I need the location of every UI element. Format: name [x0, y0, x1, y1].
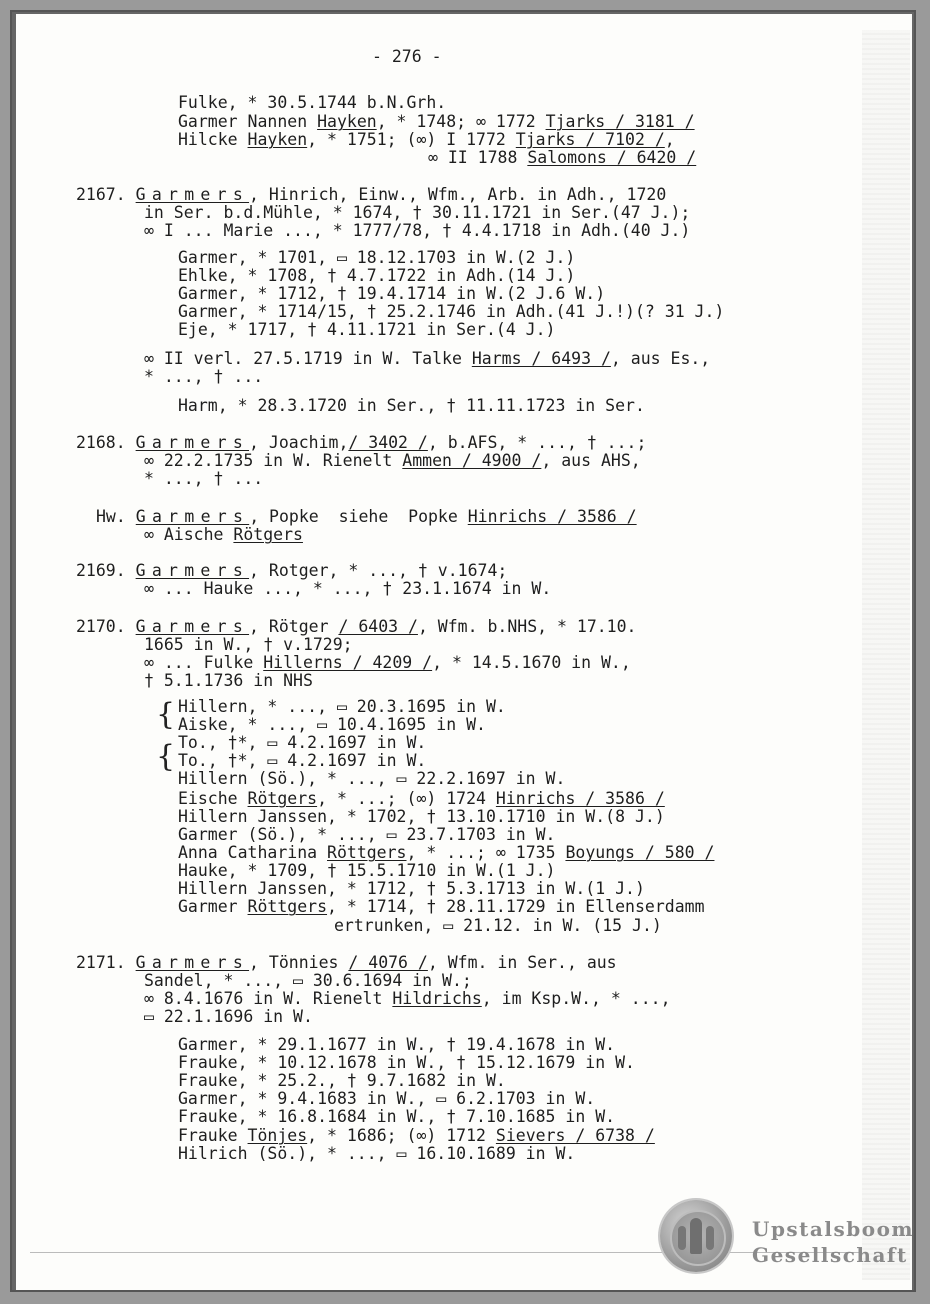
text-line [144, 990, 671, 1008]
underlined-name: Röttgers [327, 843, 407, 862]
text-segment: ∞ II 1788 [428, 148, 528, 167]
text-segment: , Popke siehe Popke [249, 507, 468, 526]
text-segment: 2169. [76, 561, 136, 580]
text-segment: Hilcke [178, 130, 248, 149]
text-segment: , * 1748; ∞ 1772 [376, 112, 546, 131]
society-name-line1: Upstalsboom [752, 1217, 915, 1241]
text-line [76, 186, 666, 204]
text-segment: Hillern (Sö.), * ..., ▭ 22.2.1697 in W. [178, 769, 566, 788]
text-segment: Hillern, * ..., ▭ 20.3.1695 in W. [178, 697, 506, 716]
text-line [178, 808, 665, 826]
underlined-name: / 4076 / [348, 953, 428, 972]
text-line [178, 698, 506, 716]
text-line [178, 862, 556, 880]
society-seal-icon [660, 1200, 732, 1272]
text-segment: ∞ 8.4.1676 in W. Rienelt [144, 989, 393, 1008]
text-segment: , * ...; ∞ 1735 [406, 843, 566, 862]
text-line [144, 350, 710, 368]
text-segment: 2171. [76, 953, 136, 972]
text-line [428, 149, 696, 167]
text-line [96, 508, 637, 526]
page-bottom-rule [30, 1252, 860, 1253]
underlined-name: Harms / 6493 / [471, 349, 611, 368]
society-name [752, 1216, 914, 1268]
text-segment: Harm, * 28.3.1720 in Ser., † 11.11.1723 in Ser. [178, 396, 645, 415]
underlined-name: Garmers [135, 433, 250, 452]
text-segment: Frauke [178, 1126, 248, 1145]
text-segment: Garmer, * 1714/15, † 25.2.1746 in Adh.(41 J.!)(? 31 J.) [178, 302, 725, 321]
text-segment: Garmer (Sö.), * ..., ▭ 23.7.1703 in W. [178, 825, 556, 844]
text-line [178, 1090, 595, 1108]
text-segment: ertrunken, ▭ 21.12. in W. (15 J.) [334, 916, 662, 935]
text-line [178, 734, 426, 752]
underlined-name: Tjarks / 7102 / [515, 130, 665, 149]
text-segment: , aus AHS, [541, 451, 641, 470]
underlined-name: / 3402 / [348, 433, 428, 452]
text-segment: Garmer, * 29.1.1677 in W., † 19.4.1678 in W. [178, 1035, 616, 1054]
underlined-name: Tjarks / 3181 / [545, 112, 695, 131]
text-line [178, 1145, 575, 1163]
text-segment: Eische [178, 789, 248, 808]
text-segment: 2170. [76, 617, 136, 636]
text-segment: , Rotger, * ..., † v.1674; [249, 561, 508, 580]
text-segment: , Hinrich, Einw., Wfm., Arb. in Adh., 1720 [249, 185, 667, 204]
underlined-name: Tönjes [247, 1126, 308, 1145]
text-line [178, 94, 446, 112]
text-line [144, 972, 472, 990]
underlined-name: Sievers / 6738 / [495, 1126, 655, 1145]
underlined-name: Rötgers [247, 789, 318, 808]
text-line [178, 1108, 615, 1126]
text-segment: Garmer [178, 897, 248, 916]
text-line [178, 790, 665, 808]
text-segment: , im Ksp.W., * ..., [481, 989, 671, 1008]
text-line [144, 654, 631, 672]
text-line [144, 636, 353, 654]
text-line [178, 321, 556, 339]
underlined-name: Hayken [247, 130, 308, 149]
underlined-name: Ammen / 4900 / [402, 451, 542, 470]
text-line [178, 1072, 506, 1090]
text-segment: , aus Es., [610, 349, 711, 368]
text-line [178, 113, 695, 131]
text-segment: , [664, 130, 675, 149]
text-segment: Hillern Janssen, * 1702, † 13.10.1710 in W.(8 J.) [178, 807, 665, 826]
text-line [178, 716, 486, 734]
text-line [178, 397, 645, 415]
underlined-name: Hillerns / 4209 / [263, 653, 433, 672]
text-line [178, 752, 426, 770]
text-segment: Frauke, * 16.8.1684 in W., † 7.10.1685 in W. [178, 1107, 616, 1126]
text-segment: ∞ 22.2.1735 in W. Rienelt [144, 451, 403, 470]
text-line [76, 562, 507, 580]
text-segment: ▭ 22.1.1696 in W. [144, 1007, 313, 1026]
text-segment: Garmer Nannen [178, 112, 318, 131]
text-line [144, 368, 263, 386]
text-segment: 2168. [76, 433, 136, 452]
text-line [144, 672, 313, 690]
text-segment: Ehlke, * 1708, † 4.7.1722 in Adh.(14 J.) [178, 266, 576, 285]
text-segment: ∞ ... Fulke [144, 653, 264, 672]
underlined-name: Boyungs / 580 / [565, 843, 715, 862]
text-segment: , * 1686; (∞) 1712 [307, 1126, 496, 1145]
underlined-name: Hinrichs / 3586 / [495, 789, 665, 808]
text-line [144, 204, 690, 222]
text-line [334, 917, 662, 935]
text-line [178, 770, 565, 788]
text-line [144, 1008, 313, 1026]
text-line [178, 1127, 655, 1145]
text-line [178, 267, 575, 285]
text-segment: , * 1751; (∞) I 1772 [307, 130, 516, 149]
text-segment: Garmer, * 9.4.1683 in W., ▭ 6.2.1703 in W. [178, 1089, 596, 1108]
text-line [144, 470, 263, 488]
text-line [144, 222, 690, 240]
text-line [178, 1054, 635, 1072]
underlined-name: Hildrichs [392, 989, 482, 1008]
text-segment: Aiske, * ..., ▭ 10.4.1695 in W. [178, 715, 486, 734]
bracket-twins-1: { [156, 697, 176, 732]
underlined-name: Hayken [317, 112, 377, 131]
text-line [178, 898, 705, 916]
underlined-name: Garmers [135, 617, 250, 636]
underlined-name: Garmers [135, 507, 250, 526]
text-segment: , Wfm. b.NHS, * 17.10. [417, 617, 637, 636]
text-segment: Garmer, * 1701, ▭ 18.12.1703 in W.(2 J.) [178, 248, 576, 267]
text-segment: , b.AFS, * ..., † ...; [427, 433, 647, 452]
text-segment: ∞ Aische [144, 525, 234, 544]
page-edge-shadow [862, 30, 910, 1280]
text-line [178, 249, 575, 267]
text-line [76, 434, 646, 452]
text-segment: † 5.1.1736 in NHS [144, 671, 313, 690]
text-segment: ∞ II verl. 27.5.1719 in W. Talke [144, 349, 472, 368]
underlined-name: Röttgers [247, 897, 328, 916]
text-line [178, 131, 675, 149]
text-line [178, 285, 605, 303]
text-segment: Hilrich (Sö.), * ..., ▭ 16.10.1689 in W. [178, 1144, 576, 1163]
text-segment: , * ...; (∞) 1724 [317, 789, 496, 808]
bracket-twins-2: { [156, 739, 176, 774]
text-segment: in Ser. b.d.Mühle, * 1674, † 30.11.1721 in Ser.(47 J.); [144, 203, 691, 222]
text-segment: ∞ I ... Marie ..., * 1777/78, † 4.4.1718 in Adh.(40 J.) [144, 221, 691, 240]
text-line [178, 1036, 615, 1054]
text-segment: Hillern Janssen, * 1712, † 5.3.1713 in W.(1 J.) [178, 879, 645, 898]
text-segment: Anna Catharina [178, 843, 328, 862]
text-line [144, 580, 551, 598]
text-segment: Eje, * 1717, † 4.11.1721 in Ser.(4 J.) [178, 320, 556, 339]
text-segment: Sandel, * ..., ▭ 30.6.1694 in W.; [144, 971, 472, 990]
text-segment: , * 1714, † 28.11.1729 in Ellenserdamm [327, 897, 705, 916]
text-segment: , Joachim, [249, 433, 349, 452]
page-number: - 276 - [372, 47, 442, 66]
underlined-name: / 6403 / [338, 617, 418, 636]
text-segment: Hw. [96, 507, 136, 526]
text-segment: Frauke, * 25.2., † 9.7.1682 in W. [178, 1071, 506, 1090]
text-segment: Fulke, * 30.5.1744 b.N.Grh. [178, 93, 447, 112]
text-segment: 1665 in W., † v.1729; [144, 635, 353, 654]
text-line [76, 618, 636, 636]
text-segment: 2167. [76, 185, 136, 204]
text-line [178, 303, 724, 321]
text-segment: , Tönnies [249, 953, 349, 972]
text-segment: , Wfm. in Ser., aus [427, 953, 617, 972]
underlined-name: Rötgers [233, 525, 303, 544]
text-line [76, 954, 617, 972]
text-segment: Garmer, * 1712, † 19.4.1714 in W.(2 J.6 W.) [178, 284, 606, 303]
text-segment: Frauke, * 10.12.1678 in W., † 15.12.1679 in W. [178, 1053, 635, 1072]
society-name-line2: Gesellschaft [752, 1243, 908, 1267]
text-segment: , Rötger [249, 617, 339, 636]
text-line [178, 844, 714, 862]
text-segment: * ..., † ... [144, 367, 264, 386]
underlined-name: Garmers [135, 185, 250, 204]
text-segment: , * 14.5.1670 in W., [432, 653, 631, 672]
text-segment: * ..., † ... [144, 469, 264, 488]
text-line [178, 880, 645, 898]
text-segment: To., †*, ▭ 4.2.1697 in W. [178, 751, 427, 770]
text-line [144, 526, 303, 544]
underlined-name: Garmers [135, 561, 250, 580]
underlined-name: Garmers [135, 953, 250, 972]
text-segment: ∞ ... Hauke ..., * ..., † 23.1.1674 in W. [144, 579, 552, 598]
text-segment: To., †*, ▭ 4.2.1697 in W. [178, 733, 427, 752]
underlined-name: Hinrichs / 3586 / [467, 507, 637, 526]
text-segment: Hauke, * 1709, † 15.5.1710 in W.(1 J.) [178, 861, 556, 880]
text-line [144, 452, 641, 470]
text-line [178, 826, 556, 844]
underlined-name: Salomons / 6420 / [527, 148, 697, 167]
